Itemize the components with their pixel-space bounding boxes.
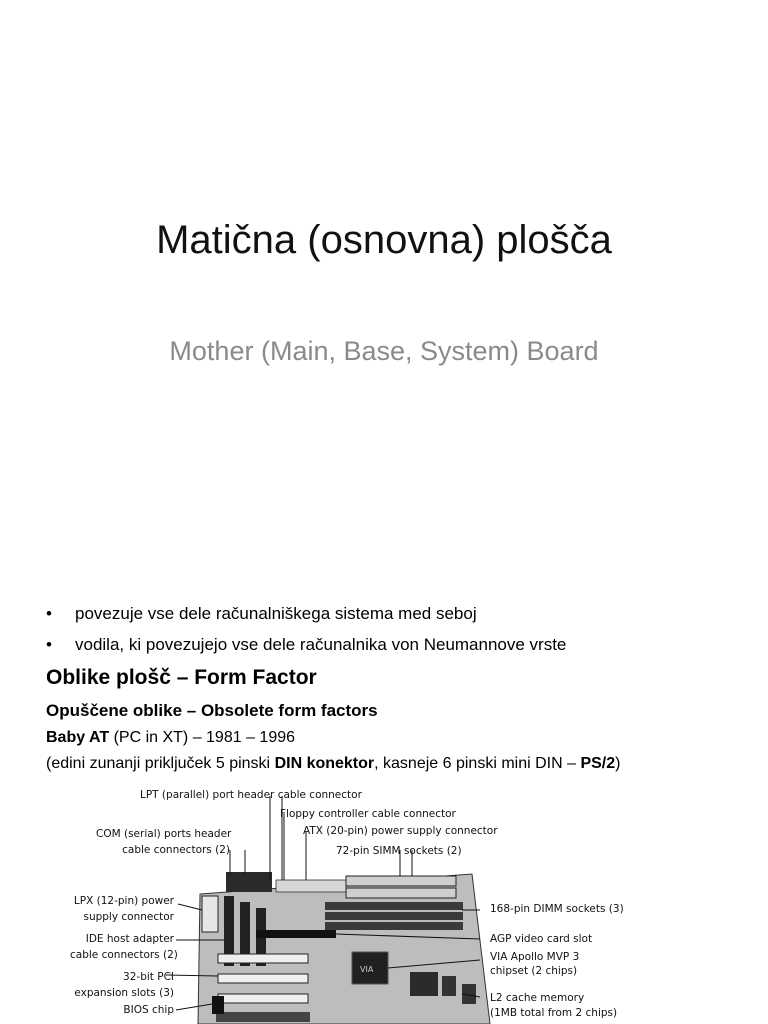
label-com: COM (serial) ports header: [96, 828, 232, 840]
label-pci: 32-bit PCI: [123, 971, 174, 983]
label-via-2: chipset (2 chips): [490, 965, 578, 977]
label-bios: BIOS chip: [123, 1004, 174, 1016]
motherboard-diagram: [70, 784, 630, 1024]
bullet-item: [46, 602, 566, 633]
note-ps2: PS/2: [580, 755, 616, 772]
label-simm: 72-pin SIMM sockets (2): [336, 845, 462, 857]
note-din: DIN konektor: [274, 755, 375, 772]
bullet-text: povezuje vse dele računalniškega sistema med seboj: [75, 604, 477, 623]
slide-title: Matična (osnovna) plošča: [156, 218, 612, 262]
bullet-symbol: •: [46, 604, 52, 623]
label-lpt: LPT (parallel) port header cable connector: [140, 789, 362, 801]
bullet-symbol: •: [46, 635, 52, 654]
label-ide-2: cable connectors (2): [70, 949, 178, 961]
slide-subtitle: Mother (Main, Base, System) Board: [169, 336, 599, 366]
note-text-open: (edini zunanji priključek 5 pinski: [46, 755, 275, 772]
label-ide: IDE host adapter: [85, 933, 174, 945]
label-l2-2: (1MB total from 2 chips): [490, 1007, 618, 1019]
chipset-mark: VIA: [360, 965, 374, 974]
bullet-item: [46, 633, 566, 664]
label-via: VIA Apollo MVP 3: [490, 951, 580, 963]
label-agp: AGP video card slot: [490, 933, 593, 945]
connector-note: [46, 755, 620, 773]
label-lpx-2: supply connector: [83, 911, 174, 923]
baby-at-line: [46, 729, 295, 747]
label-l2: L2 cache memory: [490, 992, 585, 1004]
label-atx: ATX (20-pin) power supply connector: [303, 825, 498, 837]
label-floppy: Floppy controller cable connector: [280, 808, 456, 820]
bullet-list: [46, 602, 566, 664]
section-subheading: Opuščene oblike – Obsolete form factors: [46, 701, 378, 720]
section-heading: Oblike plošč – Form Factor: [46, 666, 317, 689]
baby-at-years: (PC in XT) – 1981 – 1996: [109, 729, 296, 746]
bullet-text: vodila, ki povezujejo vse dele računalnika von Neumannove vrste: [75, 635, 567, 654]
label-com-2: cable connectors (2): [122, 844, 230, 856]
label-pci-2: expansion slots (3): [74, 987, 174, 999]
note-text-mid: , kasneje 6 pinski mini DIN –: [374, 755, 581, 772]
note-text-close: ): [615, 755, 621, 772]
label-lpx: LPX (12-pin) power: [73, 895, 174, 907]
baby-at-name: Baby AT: [46, 729, 110, 746]
label-dimm: 168-pin DIMM sockets (3): [490, 903, 624, 915]
